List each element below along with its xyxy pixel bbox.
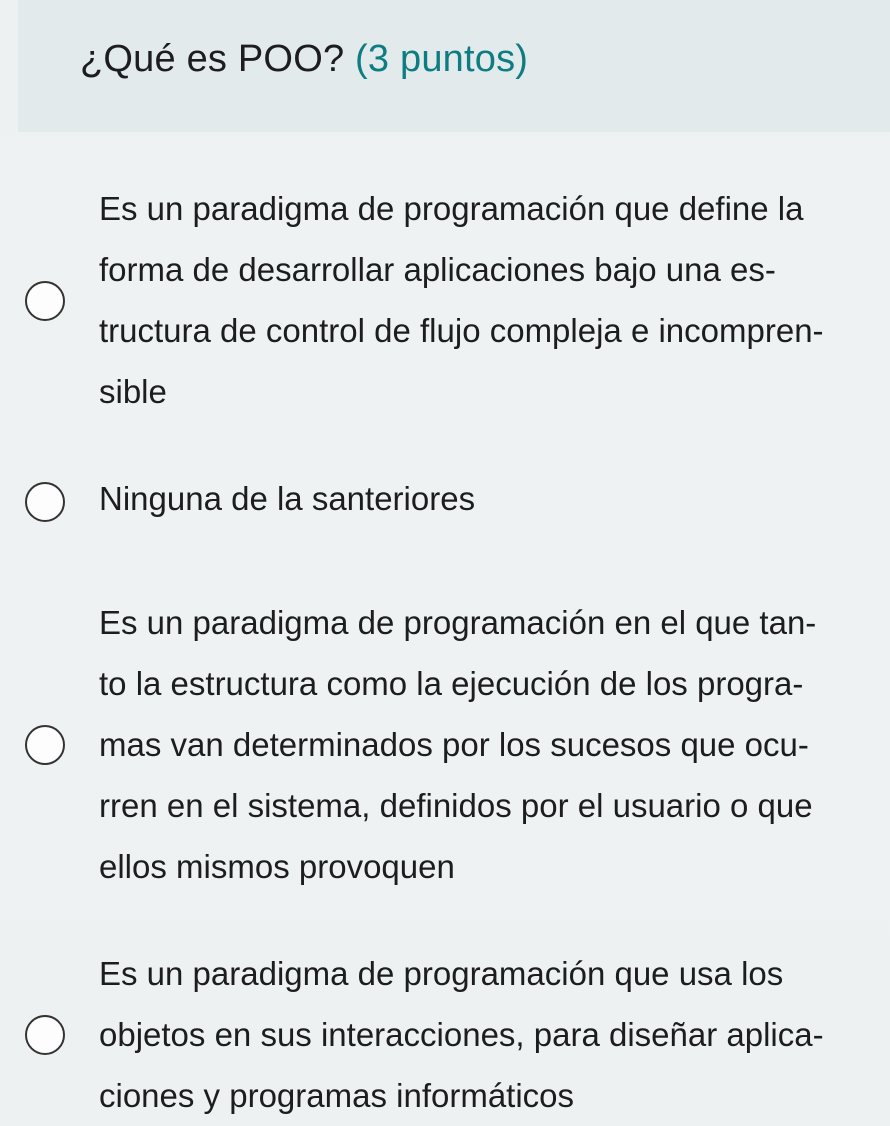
question-header <box>18 0 890 132</box>
question-title <box>80 36 528 82</box>
radio-button-4[interactable] <box>25 1015 65 1055</box>
answer-option-2-label <box>99 468 879 529</box>
radio-button-2[interactable] <box>25 482 65 522</box>
question-points: (3 puntos) <box>355 38 529 80</box>
answer-option-3[interactable] <box>0 592 890 902</box>
answer-option-2[interactable] <box>0 468 890 532</box>
answer-option-4-line-3: ciones y programas informáticos <box>99 1077 575 1114</box>
answer-option-4-line-1: Es un paradigma de programación que usa los <box>99 955 784 992</box>
answer-option-3-line-4: rren en el sistema, definidos por el usuario o que <box>99 787 813 824</box>
question-text: ¿Qué es POO? <box>80 38 345 80</box>
answer-option-4-label <box>99 943 879 1126</box>
answer-option-1-line-1: Es un paradigma de programación que define la <box>99 190 804 227</box>
answer-option-3-line-1: Es un paradigma de programación en el que tan- <box>99 604 817 641</box>
answer-option-3-line-2: to la estructura como la ejecución de los progra- <box>99 665 804 702</box>
answer-option-1-label <box>99 178 879 422</box>
radio-button-3[interactable] <box>25 725 65 765</box>
answer-option-4[interactable] <box>0 943 890 1123</box>
answer-option-4-line-2: objetos en sus interacciones, para diseñar aplica- <box>99 1016 824 1053</box>
answer-option-1-line-3: tructura de control de flujo compleja e incompren- <box>99 312 824 349</box>
answer-option-3-line-3: mas van determinados por los sucesos que ocu- <box>99 726 809 763</box>
answer-option-3-line-5: ellos mismos provoquen <box>99 848 455 885</box>
radio-button-1[interactable] <box>25 281 65 321</box>
answer-option-1[interactable] <box>0 178 890 428</box>
answer-option-1-line-2: forma de desarrollar aplicaciones bajo una es- <box>99 251 776 288</box>
answer-option-3-label <box>99 592 879 897</box>
answer-option-1-line-4: sible <box>99 373 167 410</box>
answer-option-2-line-1: Ninguna de la santeriores <box>99 480 476 517</box>
